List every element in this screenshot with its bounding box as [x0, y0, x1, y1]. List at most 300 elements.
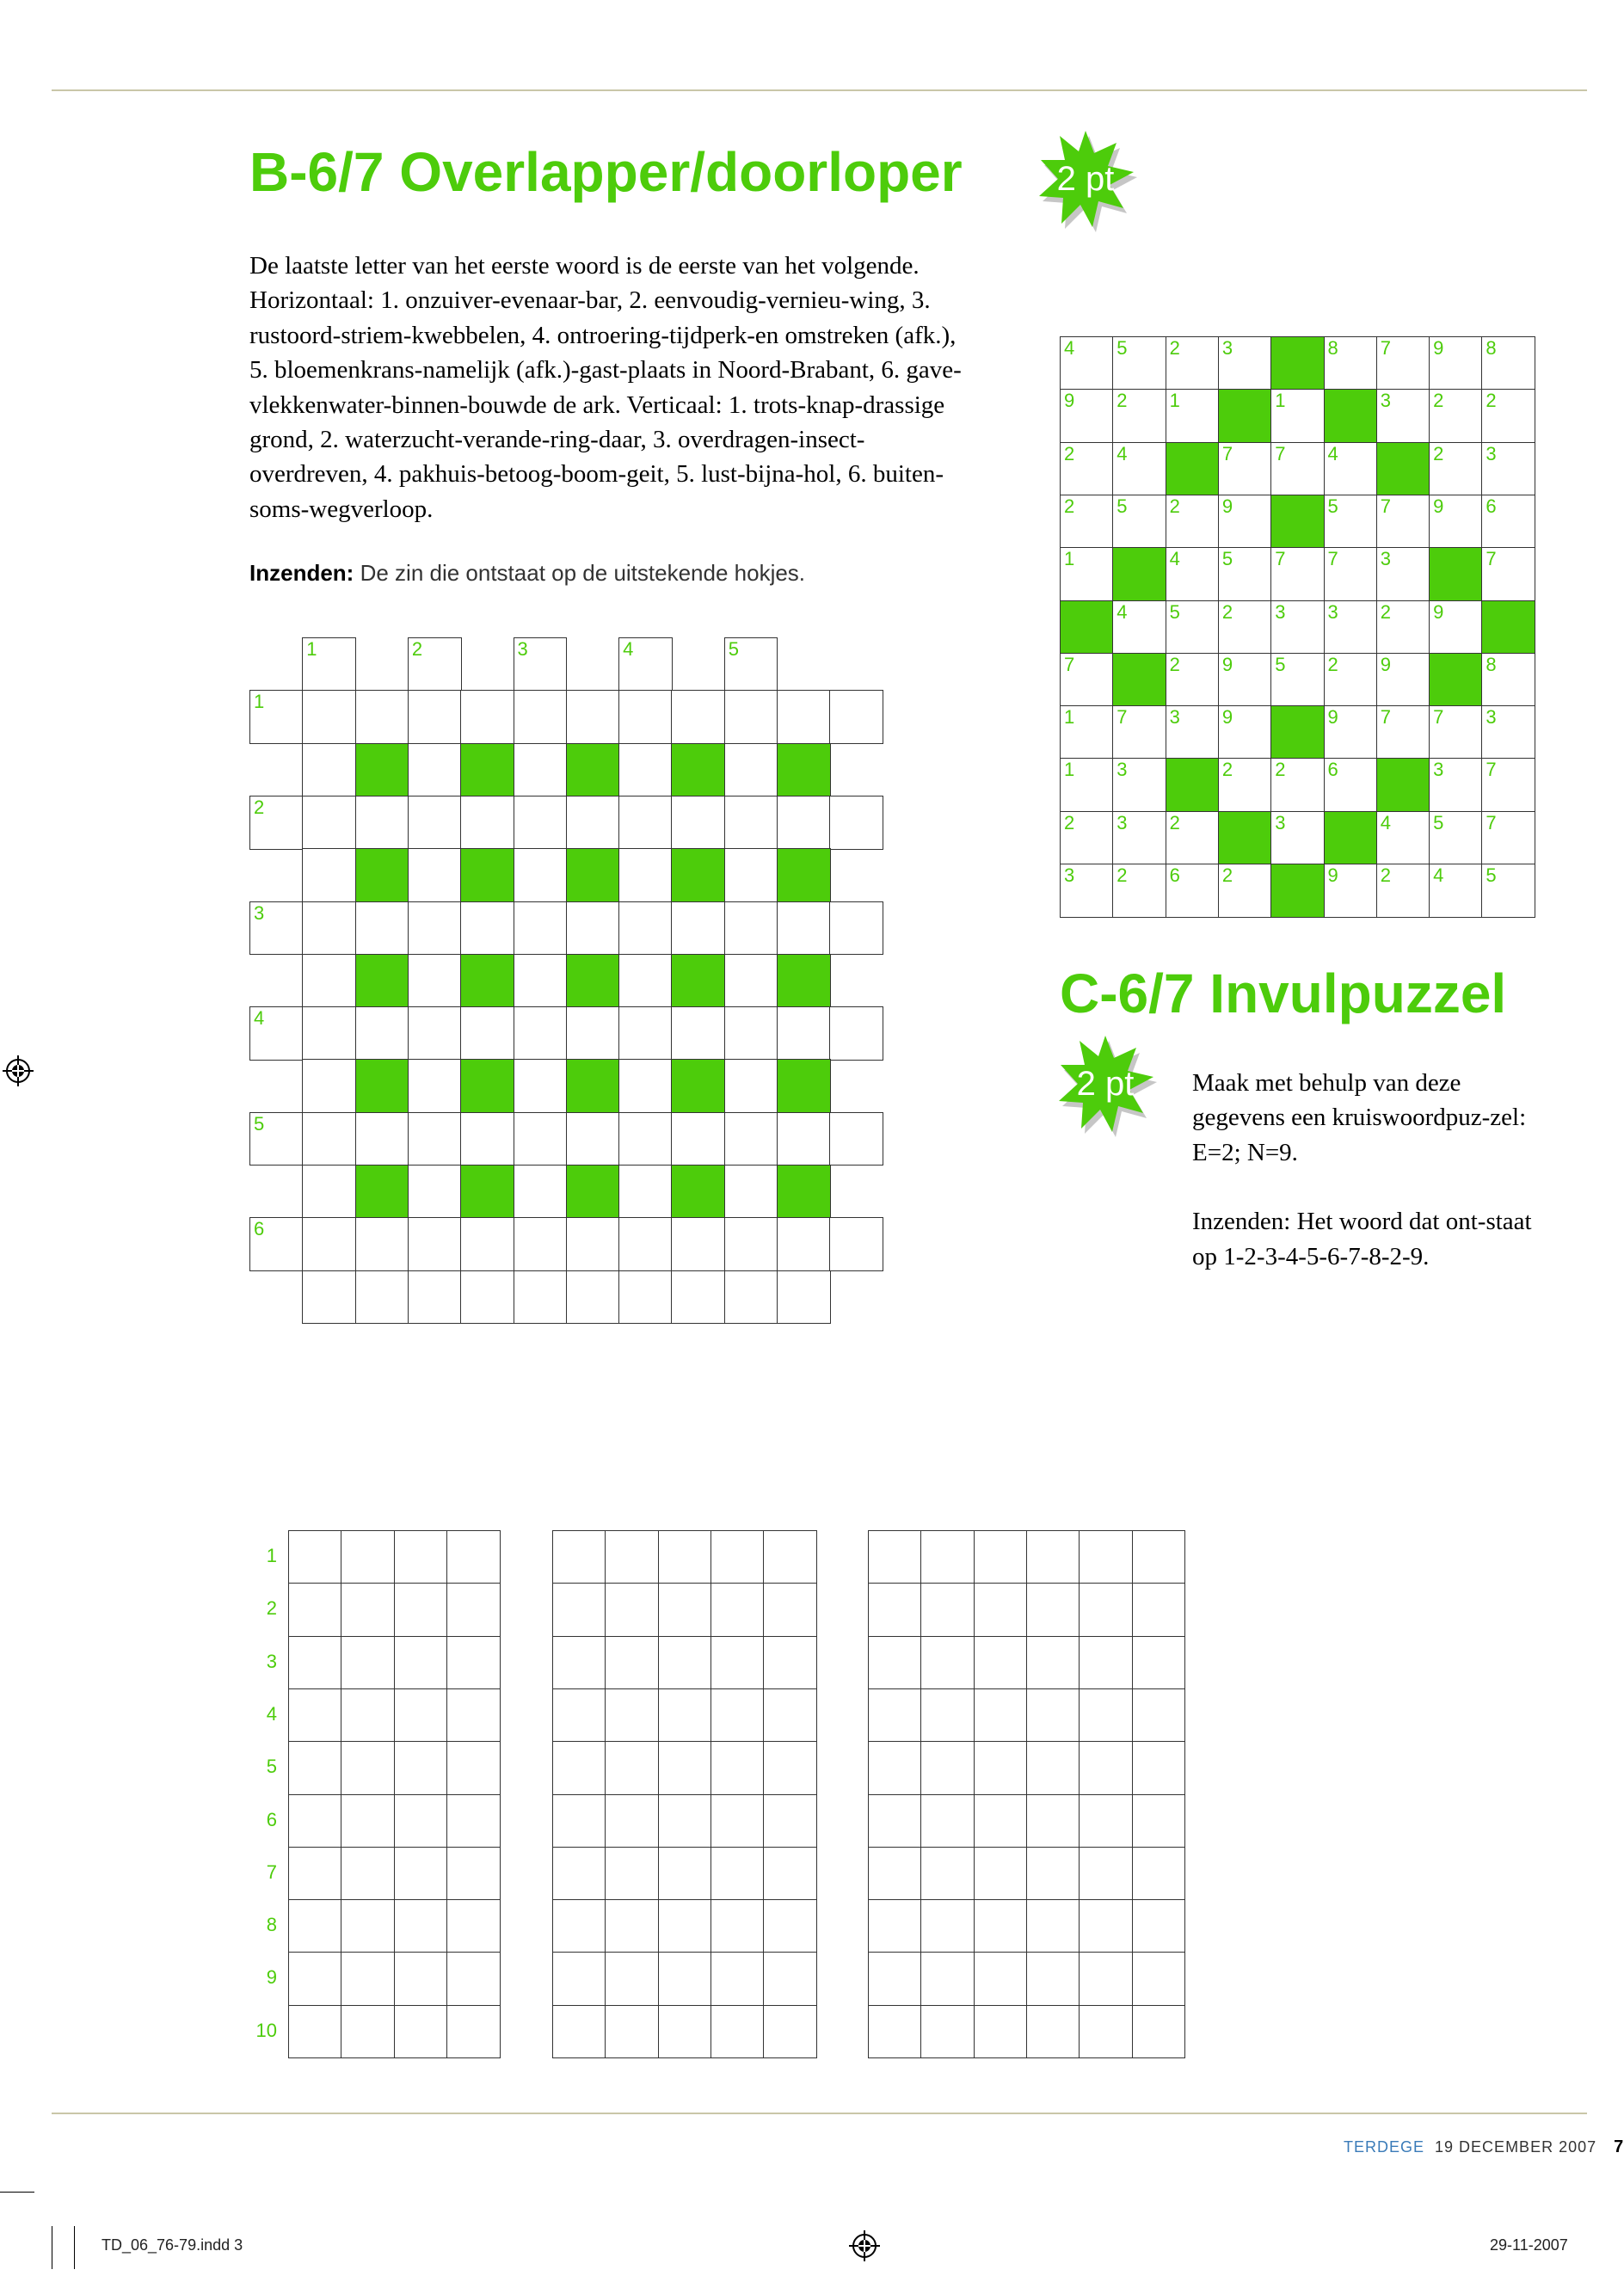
number-cell[interactable]	[1112, 758, 1166, 812]
number-cell[interactable]	[1270, 442, 1325, 496]
answer-cell[interactable]	[920, 1952, 975, 2006]
answer-cell[interactable]	[552, 1741, 606, 1795]
grid-cell[interactable]	[671, 796, 725, 850]
grid-cell[interactable]	[302, 1217, 356, 1271]
grid-cell[interactable]	[829, 1112, 883, 1166]
answer-cell[interactable]	[605, 1636, 659, 1690]
grid-cell[interactable]	[777, 796, 831, 850]
number-cell[interactable]	[1481, 547, 1535, 601]
grid-cell[interactable]	[724, 1006, 778, 1061]
grid-cell[interactable]	[566, 1217, 620, 1271]
number-cell[interactable]	[1429, 811, 1483, 865]
answer-cell[interactable]	[868, 1741, 922, 1795]
answer-cell[interactable]	[341, 1741, 395, 1795]
grid-cell[interactable]	[724, 637, 778, 692]
number-cell[interactable]	[1429, 495, 1483, 549]
grid-cell[interactable]	[514, 1165, 568, 1219]
answer-cell[interactable]	[288, 1583, 342, 1637]
answer-cell[interactable]	[605, 1847, 659, 1901]
answer-cell[interactable]	[710, 1530, 765, 1584]
grid-cell[interactable]	[302, 901, 356, 956]
answer-cell[interactable]	[1026, 2005, 1080, 2059]
answer-cell[interactable]	[605, 1952, 659, 2006]
grid-cell[interactable]	[302, 690, 356, 744]
number-cell[interactable]	[1481, 389, 1535, 443]
grid-cell[interactable]	[618, 848, 673, 902]
number-cell[interactable]	[1270, 547, 1325, 601]
grid-cell[interactable]	[249, 1217, 304, 1271]
grid-cell[interactable]	[355, 1270, 409, 1325]
grid-cell[interactable]	[460, 796, 514, 850]
number-cell[interactable]	[1324, 336, 1378, 391]
answer-cell[interactable]	[288, 1530, 342, 1584]
answer-cell[interactable]	[710, 1899, 765, 1953]
grid-cell[interactable]	[514, 690, 568, 744]
answer-cell[interactable]	[1079, 1952, 1133, 2006]
grid-cell[interactable]	[460, 1217, 514, 1271]
answer-cell[interactable]	[552, 1583, 606, 1637]
answer-cell[interactable]	[868, 1583, 922, 1637]
answer-cell[interactable]	[1079, 2005, 1133, 2059]
grid-cell[interactable]	[671, 901, 725, 956]
grid-cell[interactable]	[408, 796, 462, 850]
answer-cell[interactable]	[763, 1847, 817, 1901]
grid-cell[interactable]	[514, 1270, 568, 1325]
answer-cell[interactable]	[974, 1847, 1028, 1901]
answer-cell[interactable]	[605, 1794, 659, 1848]
answer-cell[interactable]	[1079, 1636, 1133, 1690]
grid-cell[interactable]	[302, 637, 356, 692]
grid-cell[interactable]	[408, 743, 462, 797]
answer-cell[interactable]	[658, 1952, 712, 2006]
grid-cell[interactable]	[408, 637, 462, 692]
answer-cell[interactable]	[605, 1688, 659, 1743]
grid-cell[interactable]	[618, 1059, 673, 1113]
answer-cell[interactable]	[605, 1899, 659, 1953]
grid-cell[interactable]	[671, 1006, 725, 1061]
grid-cell[interactable]	[514, 1006, 568, 1061]
answer-cell[interactable]	[1026, 1688, 1080, 1743]
grid-cell[interactable]	[355, 1217, 409, 1271]
grid-cell[interactable]	[724, 796, 778, 850]
number-cell[interactable]	[1324, 547, 1378, 601]
number-cell[interactable]	[1481, 758, 1535, 812]
answer-cell[interactable]	[446, 1688, 501, 1743]
answer-cell[interactable]	[1079, 1688, 1133, 1743]
grid-cell[interactable]	[355, 1006, 409, 1061]
answer-cell[interactable]	[868, 1952, 922, 2006]
answer-cell[interactable]	[658, 1583, 712, 1637]
answer-cell[interactable]	[658, 1741, 712, 1795]
grid-cell[interactable]	[618, 690, 673, 744]
number-cell[interactable]	[1376, 495, 1430, 549]
grid-cell[interactable]	[460, 690, 514, 744]
grid-cell[interactable]	[724, 1112, 778, 1166]
answer-cell[interactable]	[920, 1741, 975, 1795]
answer-cell[interactable]	[710, 2005, 765, 2059]
answer-cell[interactable]	[605, 1583, 659, 1637]
answer-cell[interactable]	[1026, 1741, 1080, 1795]
number-cell[interactable]	[1112, 705, 1166, 760]
number-cell[interactable]	[1429, 705, 1483, 760]
number-cell[interactable]	[1324, 705, 1378, 760]
answer-cell[interactable]	[974, 1794, 1028, 1848]
grid-cell[interactable]	[829, 1006, 883, 1061]
grid-cell[interactable]	[249, 1112, 304, 1166]
answer-cell[interactable]	[394, 1636, 448, 1690]
grid-cell[interactable]	[302, 954, 356, 1008]
grid-cell[interactable]	[355, 901, 409, 956]
number-cell[interactable]	[1376, 811, 1430, 865]
answer-cell[interactable]	[974, 1688, 1028, 1743]
number-cell[interactable]	[1429, 864, 1483, 918]
grid-cell[interactable]	[671, 690, 725, 744]
number-cell[interactable]	[1376, 389, 1430, 443]
answer-cell[interactable]	[763, 1741, 817, 1795]
answer-cell[interactable]	[1132, 1794, 1186, 1848]
number-cell[interactable]	[1324, 653, 1378, 707]
grid-cell[interactable]	[618, 901, 673, 956]
answer-cell[interactable]	[920, 1899, 975, 1953]
number-cell[interactable]	[1060, 547, 1114, 601]
answer-cell[interactable]	[763, 2005, 817, 2059]
answer-cell[interactable]	[288, 2005, 342, 2059]
number-cell[interactable]	[1429, 758, 1483, 812]
grid-cell[interactable]	[408, 1270, 462, 1325]
grid-cell[interactable]	[460, 1112, 514, 1166]
number-cell[interactable]	[1112, 442, 1166, 496]
answer-cell[interactable]	[446, 1847, 501, 1901]
grid-cell[interactable]	[355, 796, 409, 850]
grid-cell[interactable]	[355, 1112, 409, 1166]
grid-cell[interactable]	[249, 796, 304, 850]
grid-cell[interactable]	[777, 1270, 831, 1325]
grid-cell[interactable]	[724, 690, 778, 744]
grid-cell[interactable]	[724, 1165, 778, 1219]
grid-cell[interactable]	[408, 954, 462, 1008]
answer-cell[interactable]	[341, 1583, 395, 1637]
answer-cell[interactable]	[1132, 2005, 1186, 2059]
answer-cell[interactable]	[288, 1688, 342, 1743]
grid-cell[interactable]	[566, 796, 620, 850]
grid-cell[interactable]	[777, 1006, 831, 1061]
answer-cell[interactable]	[1079, 1530, 1133, 1584]
grid-cell[interactable]	[460, 1270, 514, 1325]
answer-cell[interactable]	[868, 1530, 922, 1584]
answer-cell[interactable]	[1026, 1847, 1080, 1901]
answer-cell[interactable]	[658, 1636, 712, 1690]
answer-cell[interactable]	[763, 1899, 817, 1953]
grid-cell[interactable]	[566, 690, 620, 744]
number-cell[interactable]	[1112, 389, 1166, 443]
grid-cell[interactable]	[408, 1112, 462, 1166]
answer-cell[interactable]	[920, 2005, 975, 2059]
number-cell[interactable]	[1429, 442, 1483, 496]
number-cell[interactable]	[1481, 653, 1535, 707]
answer-cell[interactable]	[552, 1688, 606, 1743]
grid-cell[interactable]	[724, 1217, 778, 1271]
answer-cell[interactable]	[710, 1952, 765, 2006]
answer-cell[interactable]	[552, 1952, 606, 2006]
answer-cell[interactable]	[710, 1583, 765, 1637]
answer-cell[interactable]	[658, 1688, 712, 1743]
answer-cell[interactable]	[1079, 1899, 1133, 1953]
number-cell[interactable]	[1429, 389, 1483, 443]
number-cell[interactable]	[1218, 758, 1272, 812]
grid-cell[interactable]	[302, 1006, 356, 1061]
answer-cell[interactable]	[446, 1583, 501, 1637]
answer-cell[interactable]	[710, 1688, 765, 1743]
number-cell[interactable]	[1270, 389, 1325, 443]
answer-cell[interactable]	[446, 1636, 501, 1690]
number-cell[interactable]	[1112, 495, 1166, 549]
number-cell[interactable]	[1218, 336, 1272, 391]
answer-cell[interactable]	[341, 1688, 395, 1743]
answer-cell[interactable]	[710, 1847, 765, 1901]
number-cell[interactable]	[1429, 600, 1483, 655]
grid-cell[interactable]	[408, 848, 462, 902]
grid-cell[interactable]	[514, 1059, 568, 1113]
answer-cell[interactable]	[920, 1847, 975, 1901]
grid-cell[interactable]	[514, 954, 568, 1008]
number-cell[interactable]	[1376, 653, 1430, 707]
answer-cell[interactable]	[446, 1530, 501, 1584]
grid-cell[interactable]	[514, 848, 568, 902]
answer-cell[interactable]	[394, 1899, 448, 1953]
answer-cell[interactable]	[868, 2005, 922, 2059]
number-cell[interactable]	[1060, 442, 1114, 496]
answer-cell[interactable]	[974, 1530, 1028, 1584]
answer-cell[interactable]	[552, 1636, 606, 1690]
number-cell[interactable]	[1060, 811, 1114, 865]
number-cell[interactable]	[1166, 495, 1220, 549]
answer-cell[interactable]	[552, 1530, 606, 1584]
grid-cell[interactable]	[514, 637, 568, 692]
answer-cell[interactable]	[868, 1847, 922, 1901]
answer-cell[interactable]	[288, 1741, 342, 1795]
answer-cell[interactable]	[868, 1794, 922, 1848]
number-cell[interactable]	[1376, 864, 1430, 918]
answer-cell[interactable]	[1132, 1899, 1186, 1953]
number-cell[interactable]	[1166, 600, 1220, 655]
grid-cell[interactable]	[618, 1165, 673, 1219]
answer-cell[interactable]	[763, 1636, 817, 1690]
answer-cell[interactable]	[1079, 1847, 1133, 1901]
grid-cell[interactable]	[829, 901, 883, 956]
number-cell[interactable]	[1376, 600, 1430, 655]
grid-cell[interactable]	[671, 1217, 725, 1271]
answer-cell[interactable]	[974, 2005, 1028, 2059]
number-cell[interactable]	[1270, 758, 1325, 812]
answer-cell[interactable]	[920, 1636, 975, 1690]
number-cell[interactable]	[1270, 600, 1325, 655]
grid-cell[interactable]	[408, 901, 462, 956]
number-cell[interactable]	[1270, 811, 1325, 865]
grid-cell[interactable]	[671, 1270, 725, 1325]
answer-cell[interactable]	[446, 2005, 501, 2059]
answer-cell[interactable]	[763, 1794, 817, 1848]
grid-cell[interactable]	[514, 796, 568, 850]
answer-cell[interactable]	[446, 1794, 501, 1848]
number-cell[interactable]	[1481, 495, 1535, 549]
answer-cell[interactable]	[658, 2005, 712, 2059]
grid-cell[interactable]	[566, 1006, 620, 1061]
grid-cell[interactable]	[408, 1059, 462, 1113]
grid-cell[interactable]	[724, 901, 778, 956]
answer-cell[interactable]	[605, 2005, 659, 2059]
answer-cell[interactable]	[394, 1794, 448, 1848]
answer-cell[interactable]	[1026, 1952, 1080, 2006]
grid-cell[interactable]	[777, 690, 831, 744]
answer-cell[interactable]	[552, 1794, 606, 1848]
grid-cell[interactable]	[829, 796, 883, 850]
number-cell[interactable]	[1112, 336, 1166, 391]
grid-cell[interactable]	[460, 901, 514, 956]
answer-cell[interactable]	[394, 1952, 448, 2006]
answer-cell[interactable]	[1132, 1636, 1186, 1690]
number-cell[interactable]	[1324, 758, 1378, 812]
grid-cell[interactable]	[777, 901, 831, 956]
grid-cell[interactable]	[618, 1270, 673, 1325]
answer-cell[interactable]	[605, 1530, 659, 1584]
number-cell[interactable]	[1481, 864, 1535, 918]
number-cell[interactable]	[1060, 495, 1114, 549]
answer-cell[interactable]	[1026, 1636, 1080, 1690]
answer-cell[interactable]	[1026, 1530, 1080, 1584]
answer-cell[interactable]	[1079, 1794, 1133, 1848]
number-cell[interactable]	[1166, 705, 1220, 760]
number-cell[interactable]	[1218, 653, 1272, 707]
answer-cell[interactable]	[341, 1847, 395, 1901]
answer-cell[interactable]	[341, 1952, 395, 2006]
grid-cell[interactable]	[671, 1112, 725, 1166]
number-cell[interactable]	[1060, 389, 1114, 443]
answer-cell[interactable]	[763, 1688, 817, 1743]
number-cell[interactable]	[1481, 442, 1535, 496]
answer-cell[interactable]	[394, 1688, 448, 1743]
answer-cell[interactable]	[1026, 1899, 1080, 1953]
number-cell[interactable]	[1481, 336, 1535, 391]
grid-cell[interactable]	[249, 901, 304, 956]
grid-cell[interactable]	[724, 848, 778, 902]
grid-cell[interactable]	[724, 954, 778, 1008]
number-cell[interactable]	[1060, 864, 1114, 918]
answer-cell[interactable]	[920, 1688, 975, 1743]
answer-cell[interactable]	[341, 2005, 395, 2059]
answer-cell[interactable]	[341, 1794, 395, 1848]
answer-cell[interactable]	[394, 1741, 448, 1795]
answer-cell[interactable]	[868, 1899, 922, 1953]
answer-cell[interactable]	[1079, 1741, 1133, 1795]
grid-cell[interactable]	[724, 743, 778, 797]
number-cell[interactable]	[1324, 442, 1378, 496]
grid-cell[interactable]	[408, 1006, 462, 1061]
number-cell[interactable]	[1166, 653, 1220, 707]
answer-cell[interactable]	[605, 1741, 659, 1795]
answer-cell[interactable]	[710, 1636, 765, 1690]
answer-cell[interactable]	[763, 1952, 817, 2006]
number-cell[interactable]	[1166, 864, 1220, 918]
answer-cell[interactable]	[658, 1899, 712, 1953]
answer-cell[interactable]	[341, 1530, 395, 1584]
number-cell[interactable]	[1218, 495, 1272, 549]
number-cell[interactable]	[1166, 389, 1220, 443]
answer-cell[interactable]	[394, 1583, 448, 1637]
number-cell[interactable]	[1060, 336, 1114, 391]
answer-cell[interactable]	[288, 1952, 342, 2006]
answer-cell[interactable]	[341, 1636, 395, 1690]
answer-cell[interactable]	[920, 1530, 975, 1584]
answer-cell[interactable]	[974, 1583, 1028, 1637]
answer-cell[interactable]	[920, 1583, 975, 1637]
grid-cell[interactable]	[408, 1165, 462, 1219]
grid-cell[interactable]	[302, 743, 356, 797]
number-cell[interactable]	[1218, 547, 1272, 601]
grid-cell[interactable]	[618, 1006, 673, 1061]
grid-cell[interactable]	[249, 1006, 304, 1061]
number-cell[interactable]	[1112, 811, 1166, 865]
grid-cell[interactable]	[724, 1270, 778, 1325]
grid-cell[interactable]	[618, 1217, 673, 1271]
number-cell[interactable]	[1376, 547, 1430, 601]
answer-cell[interactable]	[974, 1636, 1028, 1690]
number-cell[interactable]	[1481, 811, 1535, 865]
number-cell[interactable]	[1324, 600, 1378, 655]
answer-cell[interactable]	[1026, 1583, 1080, 1637]
grid-cell[interactable]	[514, 1217, 568, 1271]
answer-cell[interactable]	[658, 1530, 712, 1584]
grid-cell[interactable]	[618, 796, 673, 850]
grid-cell[interactable]	[302, 1270, 356, 1325]
number-cell[interactable]	[1218, 705, 1272, 760]
answer-cell[interactable]	[446, 1899, 501, 1953]
grid-cell[interactable]	[302, 1059, 356, 1113]
grid-cell[interactable]	[460, 1006, 514, 1061]
answer-cell[interactable]	[974, 1899, 1028, 1953]
answer-cell[interactable]	[763, 1530, 817, 1584]
grid-cell[interactable]	[777, 1112, 831, 1166]
number-cell[interactable]	[1324, 864, 1378, 918]
grid-cell[interactable]	[355, 690, 409, 744]
answer-cell[interactable]	[341, 1899, 395, 1953]
number-cell[interactable]	[1166, 336, 1220, 391]
answer-cell[interactable]	[710, 1794, 765, 1848]
answer-cell[interactable]	[1132, 1952, 1186, 2006]
grid-cell[interactable]	[302, 796, 356, 850]
grid-cell[interactable]	[829, 1217, 883, 1271]
answer-cell[interactable]	[658, 1847, 712, 1901]
number-cell[interactable]	[1060, 653, 1114, 707]
number-cell[interactable]	[1218, 600, 1272, 655]
answer-cell[interactable]	[552, 1847, 606, 1901]
grid-cell[interactable]	[724, 1059, 778, 1113]
answer-cell[interactable]	[1132, 1583, 1186, 1637]
number-cell[interactable]	[1218, 864, 1272, 918]
answer-cell[interactable]	[763, 1583, 817, 1637]
answer-cell[interactable]	[394, 1530, 448, 1584]
answer-cell[interactable]	[446, 1952, 501, 2006]
answer-cell[interactable]	[1132, 1847, 1186, 1901]
number-cell[interactable]	[1429, 336, 1483, 391]
grid-cell[interactable]	[566, 1112, 620, 1166]
number-cell[interactable]	[1376, 705, 1430, 760]
number-cell[interactable]	[1376, 336, 1430, 391]
grid-cell[interactable]	[514, 743, 568, 797]
grid-cell[interactable]	[302, 848, 356, 902]
answer-cell[interactable]	[446, 1741, 501, 1795]
answer-cell[interactable]	[1132, 1688, 1186, 1743]
grid-cell[interactable]	[829, 690, 883, 744]
